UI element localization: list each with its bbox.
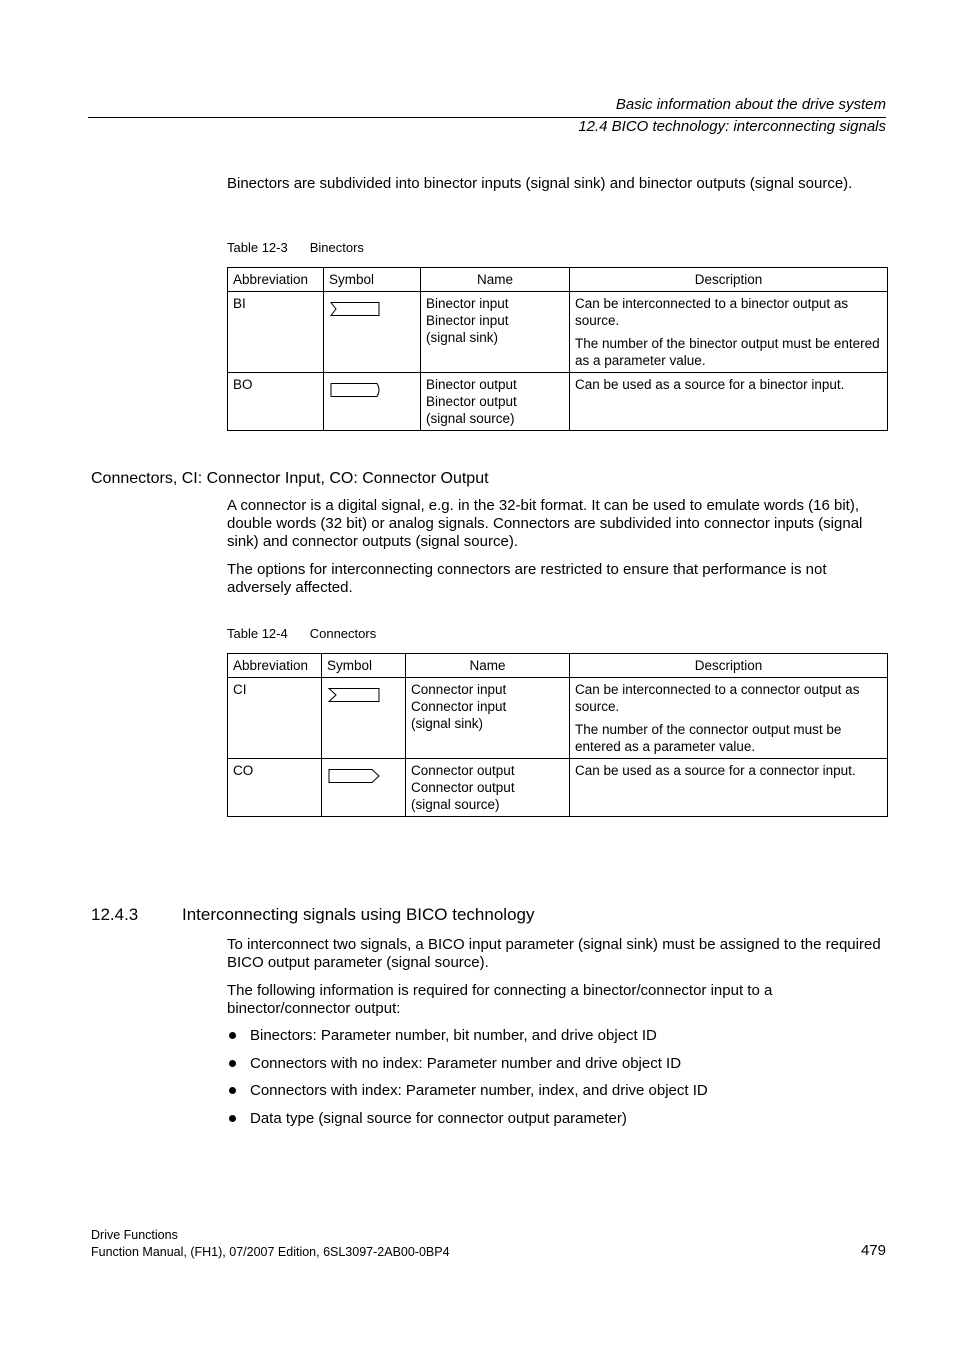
table-row bbox=[228, 373, 888, 431]
caption-title: Connectors bbox=[309, 626, 377, 641]
binector-input-symbol-icon bbox=[329, 301, 381, 317]
connectors-table bbox=[227, 653, 888, 817]
list-item bbox=[227, 1082, 708, 1100]
name-line: (signal source) bbox=[411, 797, 500, 812]
cell-description bbox=[570, 759, 888, 817]
connectors-heading: Connectors, CI: Connector Input, CO: Connector Output bbox=[91, 470, 489, 487]
binector-output-symbol-icon bbox=[329, 382, 383, 398]
page-number: 479 bbox=[860, 1242, 886, 1259]
col-symbol: Symbol bbox=[322, 654, 406, 678]
caption-title: Binectors bbox=[309, 240, 364, 255]
caption-number: Table 12-4 bbox=[227, 626, 288, 641]
cell-description bbox=[570, 373, 888, 431]
list-item bbox=[227, 1110, 708, 1128]
name-line: (signal sink) bbox=[426, 330, 499, 345]
cell-description bbox=[570, 292, 888, 373]
cell-description bbox=[570, 678, 888, 759]
cell-abbreviation: BO bbox=[228, 373, 324, 431]
description-paragraph: Can be used as a source for a binector input. bbox=[575, 377, 845, 392]
binectors-table bbox=[227, 267, 888, 431]
name-line: Connector input bbox=[411, 682, 507, 697]
cell-symbol bbox=[322, 678, 406, 759]
section-title: Interconnecting signals using BICO technology bbox=[182, 905, 535, 924]
footer-manual-info: Function Manual, (FH1), 07/2007 Edition, 6SL3097-2AB00-0BP4 bbox=[91, 1245, 450, 1259]
cell-name bbox=[406, 678, 570, 759]
col-abbreviation: Abbreviation bbox=[228, 654, 322, 678]
footer-title: Drive Functions bbox=[91, 1228, 178, 1242]
cell-abbreviation: CI bbox=[228, 678, 322, 759]
name-line: Connector input bbox=[411, 699, 507, 714]
list-item-text: Data type (signal source for connector output parameter) bbox=[250, 1109, 627, 1127]
col-name: Name bbox=[421, 268, 570, 292]
connector-input-symbol-icon bbox=[327, 687, 381, 703]
section-paragraph-1: To interconnect two signals, a BICO input parameter (signal sink) must be assigned to the required BICO output parameter (signal source). bbox=[227, 936, 881, 971]
description-paragraph: Can be interconnected to a connector output as source. bbox=[575, 682, 860, 714]
cell-symbol bbox=[324, 373, 421, 431]
table-row bbox=[228, 759, 888, 817]
col-name: Name bbox=[406, 654, 570, 678]
name-line: (signal source) bbox=[426, 411, 515, 426]
description-paragraph: Can be used as a source for a connector input. bbox=[575, 763, 856, 778]
bullet-icon bbox=[229, 1060, 236, 1067]
list-item-text: Connectors with no index: Parameter number and drive object ID bbox=[250, 1054, 682, 1072]
list-item-text: Binectors: Parameter number, bit number, and drive object ID bbox=[250, 1027, 657, 1044]
table-row bbox=[228, 678, 888, 759]
table-12-3-caption bbox=[227, 240, 364, 256]
name-line: Binector output bbox=[426, 377, 517, 392]
cell-symbol bbox=[324, 292, 421, 373]
requirements-list bbox=[227, 1027, 708, 1137]
name-line: Connector output bbox=[411, 780, 515, 795]
col-description: Description bbox=[570, 268, 888, 292]
cell-abbreviation: CO bbox=[228, 759, 322, 817]
description-paragraph: The number of the binector output must be entered as a parameter value. bbox=[575, 336, 880, 368]
description-paragraph: The number of the connector output must be entered as a parameter value. bbox=[575, 722, 842, 754]
section-paragraph-2: The following information is required for connecting a binector/connector input to a binector/connector output: bbox=[227, 982, 773, 1017]
intro-paragraph: Binectors are subdivided into binector inputs (signal sink) and binector outputs (signal source). bbox=[227, 175, 853, 192]
description-paragraph: Can be interconnected to a binector output as source. bbox=[575, 296, 849, 328]
col-abbreviation: Abbreviation bbox=[228, 268, 324, 292]
list-item-text: Connectors with index: Parameter number, index, and drive object ID bbox=[250, 1082, 708, 1099]
bullet-icon bbox=[229, 1087, 236, 1094]
section-number: 12.4.3 bbox=[91, 905, 139, 924]
list-item bbox=[227, 1027, 708, 1045]
name-line: Binector output bbox=[426, 394, 517, 409]
running-header-chapter: Basic information about the drive system bbox=[615, 96, 886, 113]
bullet-icon bbox=[229, 1032, 236, 1039]
bullet-icon bbox=[229, 1115, 236, 1122]
connectors-paragraph-1: A connector is a digital signal, e.g. in the 32-bit format. It can be used to emulate words (16 bit), double words (32 bit) or analog signals. Connectors are subdivided into connector inputs (signal sink) and connector outputs (signal source). bbox=[227, 497, 863, 550]
cell-name bbox=[406, 759, 570, 817]
table-row bbox=[228, 292, 888, 373]
cell-symbol bbox=[322, 759, 406, 817]
list-item bbox=[227, 1055, 708, 1073]
name-line: (signal sink) bbox=[411, 716, 484, 731]
col-symbol: Symbol bbox=[324, 268, 421, 292]
connectors-paragraph-2: The options for interconnecting connectors are restricted to ensure that performance is not adversely affected. bbox=[227, 561, 827, 596]
name-line: Binector input bbox=[426, 296, 509, 311]
table-header-row bbox=[228, 268, 888, 292]
cell-name bbox=[421, 373, 570, 431]
col-description: Description bbox=[570, 654, 888, 678]
table-12-4-caption bbox=[227, 626, 376, 642]
cell-abbreviation: BI bbox=[228, 292, 324, 373]
name-line: Connector output bbox=[411, 763, 515, 778]
table-header-row bbox=[228, 654, 888, 678]
cell-name bbox=[421, 292, 570, 373]
running-header-section: 12.4 BICO technology: interconnecting signals bbox=[578, 118, 886, 135]
connector-output-symbol-icon bbox=[327, 768, 381, 784]
name-line: Binector input bbox=[426, 313, 509, 328]
caption-number: Table 12-3 bbox=[227, 240, 288, 255]
